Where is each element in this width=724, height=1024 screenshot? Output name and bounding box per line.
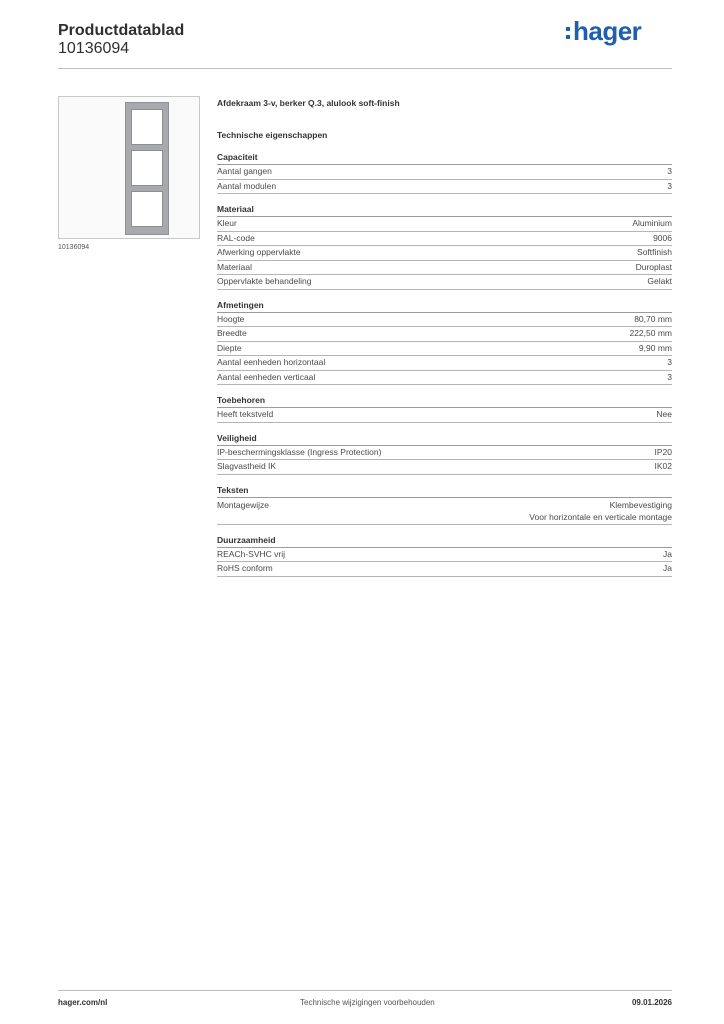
spec-value [667,165,672,179]
section-title: Veiligheid [217,432,672,446]
section-title: Duurzaamheid [217,534,672,548]
footer-notice: Technische wijzigingen voorbehouden [300,998,435,1007]
spec-value [655,446,673,460]
header-divider [58,68,672,69]
spec-value [667,356,672,370]
spec-value [634,313,672,327]
spec-row [217,460,672,475]
spec-value [529,499,672,523]
spec-section [217,432,672,475]
image-caption: 10136094 [58,244,90,251]
footer-website[interactable]: hager.com/nl [58,998,108,1007]
spec-value-line: 9006 [653,232,672,243]
spec-row [217,165,672,180]
spec-value-line: 80,70 mm [634,313,672,324]
spec-section [217,394,672,423]
footer-divider [58,990,672,991]
product-specs [217,96,672,577]
spec-value-line: Softfinish [637,247,672,257]
spec-label: Afwerking oppervlakte [217,247,301,257]
spec-section [217,203,672,290]
spec-value-line: Voor horizontale en verticale montage [529,511,672,522]
spec-row [217,548,672,563]
product-image [58,96,200,239]
spec-value-line: Ja [663,548,672,559]
spec-row [217,232,672,247]
spec-value [667,180,672,194]
footer-date: 09.01.2026 [631,998,672,1007]
spec-label: Aantal modulen [217,180,277,191]
spec-row [217,180,672,195]
spec-row [217,446,672,461]
spec-value-line: Klembevestiging [609,499,672,510]
spec-label: Breedte [217,328,247,338]
spec-value-line: IK02 [654,461,672,471]
document-id: 10136094 [58,40,130,57]
spec-value-line: Gelakt [647,276,672,286]
spec-label: Montagewijze [217,499,269,510]
spec-sections [217,151,672,577]
spec-row [217,408,672,423]
spec-row [217,313,672,328]
section-title: Afmetingen [217,299,672,313]
spec-value-line: 3 [667,166,672,176]
spec-value [629,327,672,341]
spec-row [217,261,672,276]
logo-text: hager [573,16,642,46]
spec-section [217,299,672,386]
spec-section [217,484,672,525]
spec-label: Aantal eenheden horizontaal [217,357,326,367]
spec-value-line: 3 [667,371,672,382]
spec-label: Kleur [217,218,237,228]
spec-section [217,151,672,194]
spec-label: Aantal eenheden verticaal [217,371,316,382]
spec-value-line: Aluminium [632,218,672,228]
spec-value-line: 222,50 mm [629,328,672,338]
spec-section [217,534,672,577]
spec-value [647,275,672,289]
spec-label: Slagvastheid IK [217,461,277,471]
section-title: Materiaal [217,203,672,217]
page-title: Productdatablad [58,22,185,39]
spec-row [217,275,672,290]
spec-value-line: 3 [667,180,672,191]
spec-value [632,217,672,231]
hager-logo [566,16,641,46]
spec-value-line: Ja [663,563,672,573]
spec-value-line: Duroplast [635,261,672,272]
spec-label: Materiaal [217,261,252,272]
spec-label: IP-beschermingsklasse (Ingress Protection) [217,446,382,457]
spec-label: RoHS conform [217,563,273,573]
spec-row [217,246,672,261]
spec-row [217,498,672,525]
spec-label: Oppervlakte behandeling [217,276,312,286]
spec-row [217,562,672,577]
product-title: Afdekraam 3-v, berker Q.3, alulook soft-finish [217,98,400,108]
spec-value [663,562,672,576]
spec-row [217,356,672,371]
spec-label: Heeft tekstveld [217,409,274,419]
spec-row [217,342,672,357]
spec-row [217,217,672,232]
spec-label: RAL-code [217,232,255,243]
frame-opening [131,150,163,186]
spec-value-line: 9,90 mm [638,342,672,353]
section-title: Teksten [217,484,672,498]
spec-value [653,232,672,246]
logo-dots-icon [566,27,570,39]
spec-label: REACh-SVHC vrij [217,548,286,559]
tech-properties-heading: Technische eigenschappen [217,130,328,140]
section-title: Toebehoren [217,394,672,408]
spec-value-line: Nee [656,409,672,419]
spec-label: Aantal gangen [217,166,272,176]
spec-label: Hoogte [217,313,245,324]
spec-value [636,261,672,275]
spec-value-line: IP20 [654,446,672,457]
spec-value [637,246,672,260]
spec-label: Diepte [217,342,242,353]
spec-value-line: 3 [667,357,672,367]
spec-value [663,548,672,562]
frame-opening [131,109,163,145]
spec-value [667,371,672,385]
section-title: Capaciteit [217,151,672,165]
spec-value [656,408,672,422]
cover-frame-illustration [125,102,169,235]
spec-row [217,371,672,386]
frame-opening [131,191,163,227]
spec-value [639,342,672,356]
spec-row [217,327,672,342]
spec-value [655,460,673,474]
